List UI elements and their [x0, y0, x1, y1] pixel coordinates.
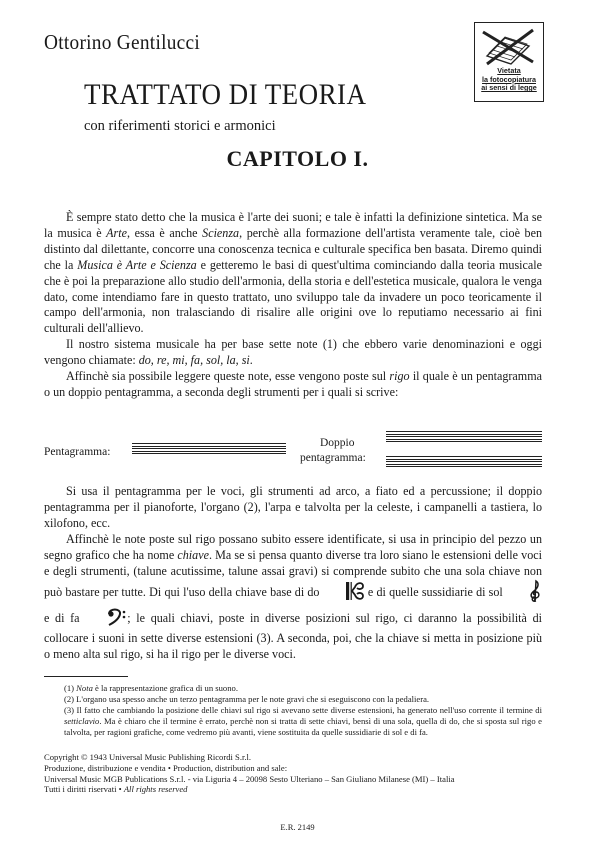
edition-code: E.R. 2149: [280, 822, 315, 832]
double-staff-label-2: pentagramma:: [300, 452, 366, 464]
book-subtitle: con riferimenti storici e armonici: [84, 118, 276, 134]
body-text-lower: [44, 484, 542, 663]
no-photocopy-stamp: [474, 22, 544, 102]
single-staff: [132, 443, 286, 456]
paragraph-5-part-c: e di fa: [44, 611, 86, 626]
footnote-separator: [44, 676, 128, 677]
rights-line: [44, 784, 554, 795]
stamp-line-1: Vietata: [497, 66, 521, 75]
chapter-heading: CAPITOLO I.: [226, 146, 369, 171]
paragraph-1: È sempre stato detto che la musica è l'arte dei suoni; e tale è infatti la definizione sintetica. Ma se la musica è Arte, essa è anche Scienza, perchè alla formazione dell'artista veramente tale, cioè ben distinto dal dilettante, concorre una conoscenza tecnica e culturale specifica ben basata. Diremo quindi che la Musica è Arte e Scienza e getteremo le basi di quest'ultima cominciando dalla teoria musicale che è poi la preparazione allo studio dell'armonia, della storia e dell'estetica musicale, qualora le venga dato, come intendiamo fare in questo trattato, uno sviluppo tale da invadere un poco teoricamente il campo dell'armonia, non tralasciando di risalire alle origini ove lo reputiamo necessario ai fini culturali dell'allievo.: [44, 210, 543, 336]
double-staff-label-1: Doppio: [320, 437, 355, 449]
double-staff-lower: [386, 456, 542, 469]
double-staff-upper: [386, 431, 542, 444]
book-title: TRATTATO DI TEORIA: [84, 78, 367, 111]
stamp-line-2: la fotocopiatura: [482, 74, 536, 84]
footnote-3: (3) Il fatto che cambiando la posizione delle chiavi sul rigo si avevano sette diverse estensioni, ha generato nell'uso corrente il termine di setticlavio. Ma è chiaro che il termine è errato, perchè non si tratta di sette chiavi, bensì di una sola, quella di do, che si sposta sul rigo e talvolta, per ragioni grafiche, come vedremo più avanti, viene sostituita da quelle sussidiarie di sol e di fa.: [64, 704, 542, 737]
single-staff-label: Pentagramma:: [44, 446, 111, 458]
footnote-1: (1) Nota è la rappresentazione grafica di un suono.: [64, 683, 238, 693]
footnote-2: (2) L'organo usa spesso anche un terzo pentagramma per le note gravi che si eseguiscono con la pedaliera.: [64, 693, 430, 704]
paragraph-4: Si usa il pentagramma per le voci, gli strumenti ad arco, a fiato ed a percussione; il doppio pentagramma per il pianoforte, l'organo (2), l'arpa e talvolta per la celeste, i campanelli a tastiera, lo xilofono, ecc.: [44, 484, 542, 530]
bass-clef-icon: [85, 608, 127, 631]
rights-text-italian: Tutti i diritti riservati •: [44, 784, 124, 795]
c-clef-icon: [323, 581, 365, 606]
footnotes: [64, 683, 542, 738]
paragraph-2: Il nostro sistema musicale ha per base sette note (1) che ebbero varie denominazioni e oggi vengono chiamate: do, re, mi, fa, sol, la, si.: [44, 337, 542, 368]
copyright-line: Copyright © 1943 Universal Music Publishing Ricordi S.r.l.: [44, 752, 252, 762]
publisher-address-line: Universal Music MGB Publications S.r.l. - via Liguria 4 – 20098 Sesto Ulteriano – San Giuliano Milanese (MI) – Italia: [44, 773, 455, 784]
paragraph-5: [44, 532, 542, 663]
crossed-book-icon: [479, 26, 537, 66]
copyright-imprint: [44, 752, 554, 795]
rights-text-english: All rights reserved: [123, 784, 188, 795]
paragraph-5-part-d: ; le quali chiavi, poste in diverse posizioni sul rigo, ci daranno la possibilità di collocare i suoni in sette diverse estensioni (3). A seconda, poi, che la chiave si metta in posizione più o meno alta sul rigo, si ha il rigo per le diverse voci.: [44, 611, 542, 662]
treble-clef-icon: [506, 579, 542, 608]
paragraph-3: Affinchè sia possibile leggere queste note, esse vengono poste sul rigo il quale è un pentagramma o un doppio pentagramma, a seconda degli strumenti per i quali si scrive:: [44, 369, 542, 399]
stamp-line-3: ai sensi di legge: [481, 83, 537, 93]
distribution-line: Produzione, distribuzione e vendita • Production, distribution and sale:: [44, 762, 288, 773]
paragraph-5-part-b: e di quelle sussidiarie di sol: [364, 585, 506, 600]
author-name: Ottorino Gentilucci: [44, 30, 201, 54]
stamp-caption: [475, 67, 543, 93]
body-text-upper: [44, 210, 542, 401]
paragraph-5-part-a: Affinchè le note poste sul rigo possano subito essere identificate, si usa in principio del pezzo un segno grafico che ha nome chiave. Ma se si pensa quanto diverse tra loro siano le estensioni delle voci e degli strumenti, (talune acutissime, talune assai gravi) si comprende subito che una sola chiave non può bastare per tutte. Di qui l'uso della chiave base di do: [44, 531, 542, 600]
